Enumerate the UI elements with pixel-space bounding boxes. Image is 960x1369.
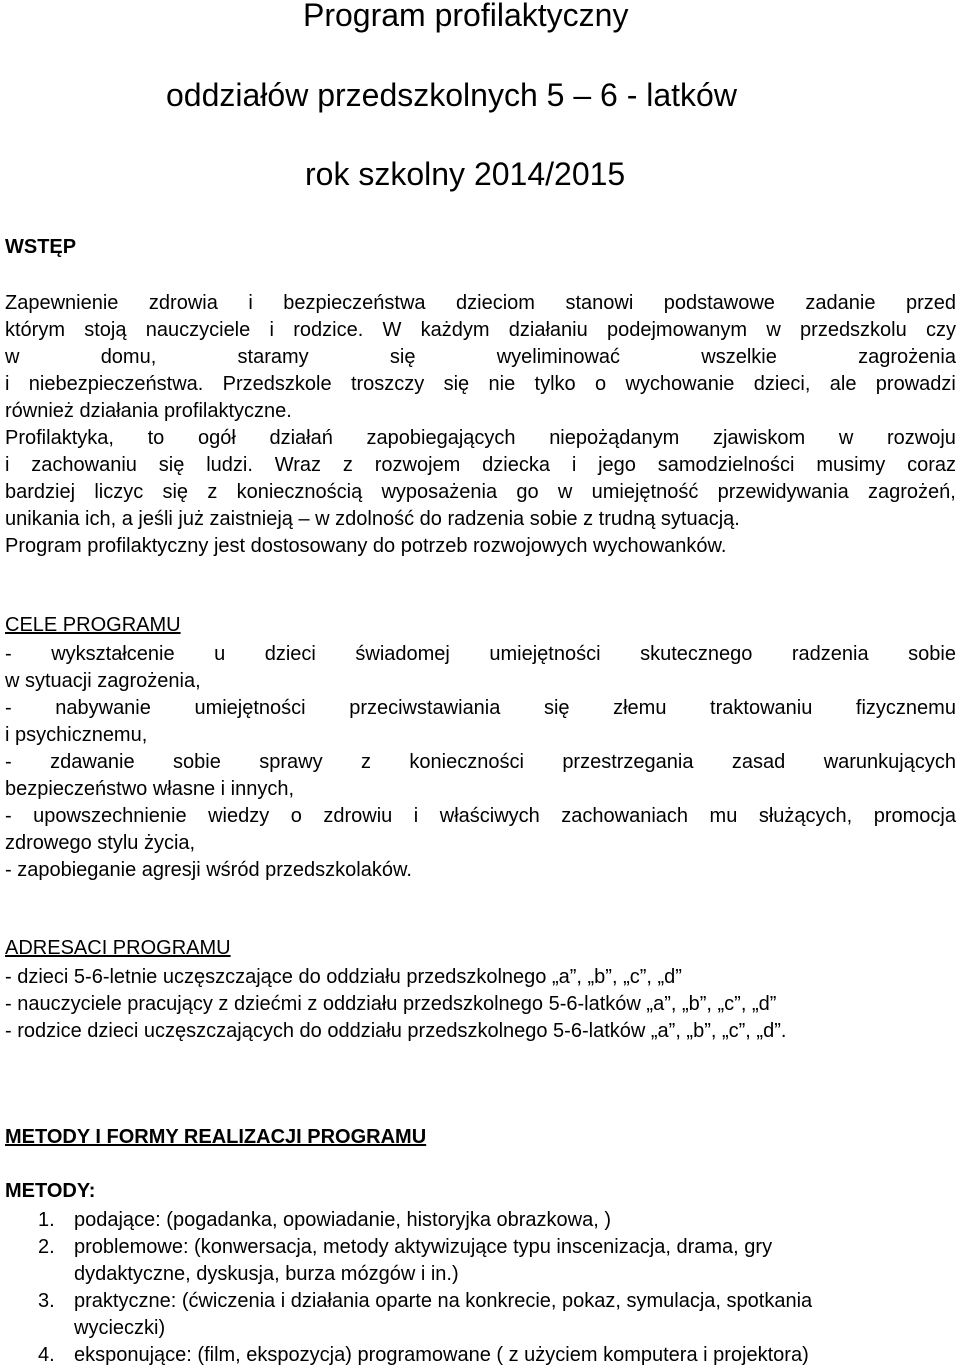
- word: z: [342, 454, 353, 476]
- word: zasad: [731, 751, 786, 773]
- method-text: praktyczne: (ćwiczenia i działania oparte na konkrecie, pokaz, symulacja, spotkania: [74, 1290, 813, 1312]
- word: umiejętności: [489, 643, 601, 665]
- word: to: [147, 427, 165, 449]
- goal-line: [5, 695, 956, 721]
- word: dzieci,: [753, 373, 811, 395]
- word: radzenia: [791, 643, 869, 665]
- word: i: [413, 805, 419, 827]
- word: przewidywania: [717, 481, 849, 503]
- methods-subheading: METODY:: [5, 1180, 96, 1202]
- word: niepożądanym: [549, 427, 680, 449]
- word: każdym: [420, 319, 490, 341]
- word: się: [162, 481, 189, 503]
- method-text: podające: (pogadanka, opowiadanie, historyjka obrazkowa, ): [74, 1209, 612, 1231]
- recipient-line: - nauczyciele pracujący z dziećmi z oddziału przedszkolnego 5-6-latków „a”, „b”, „c”, „d”: [5, 993, 777, 1015]
- word: podejmowanym: [607, 319, 748, 341]
- word: i: [248, 292, 253, 314]
- word: przeciwstawiania: [349, 697, 501, 719]
- word: coraz: [907, 454, 956, 476]
- word: właściwych: [439, 805, 540, 827]
- paragraph-line: [5, 344, 956, 370]
- word: o: [290, 805, 302, 827]
- word: z: [360, 751, 371, 773]
- word: wszelkie: [701, 346, 777, 368]
- word: troszczy: [350, 373, 425, 395]
- method-text: problemowe: (konwersacja, metody aktywizujące typu inscenizacja, drama, gry: [74, 1236, 773, 1258]
- paragraph-line: [5, 317, 956, 343]
- method-item: [38, 1207, 611, 1233]
- paragraph-line: Program profilaktyczny jest dostosowany do potrzeb rozwojowych wychowanków.: [5, 535, 727, 557]
- word: dzieciom: [456, 292, 535, 314]
- word: warunkujących: [823, 751, 956, 773]
- goal-line: w sytuacji zagrożenia,: [5, 670, 201, 692]
- word: W: [382, 319, 402, 341]
- word: służących,: [758, 805, 853, 827]
- word: wiedzy: [208, 805, 270, 827]
- word: ogół: [197, 427, 236, 449]
- paragraph-line: unikania ich, a jeśli już zaistnieją – w zdolność do radzenia sobie z trudną sytuacją.: [5, 508, 740, 530]
- method-text: eksponujące: (film, ekspozycja) programowane ( z użyciem komputera i projektora): [74, 1344, 809, 1366]
- word: musimy: [816, 454, 886, 476]
- word: niebezpieczeństwa.: [28, 373, 204, 395]
- word: koniecznością: [236, 481, 363, 503]
- word: złemu: [613, 697, 667, 719]
- word: przed: [905, 292, 956, 314]
- word: i: [571, 454, 577, 476]
- word: stoją: [84, 319, 127, 341]
- word: zdrowiu: [323, 805, 393, 827]
- word: przestrzegania: [562, 751, 694, 773]
- word: rozwoju: [887, 427, 956, 449]
- section-heading-wstep: WSTĘP: [5, 236, 77, 258]
- word: którym: [5, 319, 65, 341]
- word: się: [543, 697, 570, 719]
- word: w: [5, 346, 20, 368]
- word: mu: [709, 805, 738, 827]
- word: fizycznemu: [855, 697, 956, 719]
- goal-line: - zapobieganie agresji wśród przedszkolaków.: [5, 859, 412, 881]
- word: w: [766, 319, 781, 341]
- word: wychowanie: [625, 373, 735, 395]
- word: stanowi: [565, 292, 634, 314]
- word: Przedszkole: [222, 373, 332, 395]
- word: Wraz: [274, 454, 322, 476]
- word: liczyc: [94, 481, 144, 503]
- word: ludzi.: [206, 454, 253, 476]
- method-text-continuation: wycieczki): [74, 1317, 166, 1339]
- word: zagrożeń,: [868, 481, 956, 503]
- word: u: [214, 643, 226, 665]
- word: nabywanie: [55, 697, 151, 719]
- word: i: [269, 319, 274, 341]
- word: się: [389, 346, 416, 368]
- word: i: [5, 373, 10, 395]
- word: sprawy: [259, 751, 323, 773]
- word: prowadzi: [875, 373, 956, 395]
- paragraph-line: [5, 290, 956, 316]
- document-subtitle: oddziałów przedszkolnych 5 – 6 - latków: [166, 77, 737, 113]
- word: przedszkolu: [800, 319, 907, 341]
- word: dzieci: [264, 643, 316, 665]
- goal-line: i psychicznemu,: [5, 724, 148, 746]
- section-heading-metody-formy: METODY I FORMY REALIZACJI PROGRAMU: [5, 1126, 427, 1148]
- word: zdrowia: [148, 292, 218, 314]
- word: skutecznego: [640, 643, 753, 665]
- word: i: [5, 454, 10, 476]
- method-item: [38, 1234, 772, 1260]
- word: sobie: [908, 643, 956, 665]
- word: bezpieczeństwa: [283, 292, 426, 314]
- goal-line: bezpieczeństwo własne i innych,: [5, 778, 295, 800]
- word: samodzielności: [657, 454, 795, 476]
- word: nie: [488, 373, 516, 395]
- word: -: [5, 805, 12, 827]
- word: ale: [829, 373, 857, 395]
- word: -: [5, 643, 12, 665]
- word: -: [5, 751, 12, 773]
- word: czy: [926, 319, 956, 341]
- method-number: 4.: [38, 1344, 55, 1366]
- word: tylko: [534, 373, 576, 395]
- paragraph-line: [5, 371, 956, 397]
- word: promocja: [873, 805, 956, 827]
- recipient-line: - rodzice dzieci uczęszczających do oddziału przedszkolnego 5-6-latków „a”, „b”, „c”, „d”.: [5, 1020, 787, 1042]
- word: świadomej: [355, 643, 450, 665]
- method-number: 2.: [38, 1236, 55, 1258]
- goal-line: [5, 641, 956, 667]
- word: wyposażenia: [381, 481, 498, 503]
- word: podstawowe: [663, 292, 775, 314]
- word: -: [5, 697, 12, 719]
- word: go: [516, 481, 539, 503]
- recipient-line: - dzieci 5-6-letnie uczęszczające do oddziału przedszkolnego „a”, „b”, „c”, „d”: [5, 966, 682, 988]
- section-heading-cele: CELE PROGRAMU: [5, 614, 181, 636]
- word: upowszechnienie: [33, 805, 187, 827]
- method-number: 1.: [38, 1209, 55, 1231]
- word: bardziej: [5, 481, 76, 503]
- word: zachowaniach: [561, 805, 689, 827]
- goal-line: zdrowego stylu życia,: [5, 832, 196, 854]
- word: zdawanie: [50, 751, 135, 773]
- word: działań: [269, 427, 333, 449]
- word: Profilaktyka,: [5, 427, 114, 449]
- method-number: 3.: [38, 1290, 55, 1312]
- paragraph-line: [5, 425, 956, 451]
- paragraph-line: [5, 479, 956, 505]
- word: rozwojem: [374, 454, 461, 476]
- word: zagrożenia: [858, 346, 956, 368]
- school-year: rok szkolny 2014/2015: [305, 156, 626, 192]
- word: nauczyciele: [145, 319, 251, 341]
- word: traktowaniu: [710, 697, 813, 719]
- word: się: [158, 454, 185, 476]
- word: zadanie: [805, 292, 876, 314]
- word: działaniu: [508, 319, 588, 341]
- word: domu,: [100, 346, 157, 368]
- word: staramy: [237, 346, 309, 368]
- word: rodzice.: [293, 319, 364, 341]
- word: w: [838, 427, 854, 449]
- paragraph-line: [5, 452, 956, 478]
- word: konieczności: [409, 751, 524, 773]
- word: zachowaniu: [31, 454, 137, 476]
- word: z: [207, 481, 218, 503]
- word: dziecka: [482, 454, 550, 476]
- word: o: [595, 373, 607, 395]
- word: zjawiskom: [712, 427, 806, 449]
- word: się: [443, 373, 470, 395]
- document-title: Program profilaktyczny: [303, 0, 629, 33]
- word: zapobiegających: [366, 427, 516, 449]
- method-item: [38, 1342, 809, 1368]
- paragraph-line: również działania profilaktyczne.: [5, 400, 292, 422]
- word: Zapewnienie: [5, 292, 119, 314]
- goal-line: [5, 803, 956, 829]
- word: wykształcenie: [51, 643, 175, 665]
- method-text-continuation: dydaktyczne, dyskusja, burza mózgów i in.): [74, 1263, 459, 1285]
- method-item: [38, 1288, 812, 1314]
- goal-line: [5, 749, 956, 775]
- word: sobie: [173, 751, 221, 773]
- section-heading-adresaci: ADRESACI PROGRAMU: [5, 937, 231, 959]
- word: umiejętności: [194, 697, 306, 719]
- word: umiejętność: [591, 481, 699, 503]
- word: w: [557, 481, 573, 503]
- word: wyeliminować: [496, 346, 621, 368]
- word: jego: [598, 454, 636, 476]
